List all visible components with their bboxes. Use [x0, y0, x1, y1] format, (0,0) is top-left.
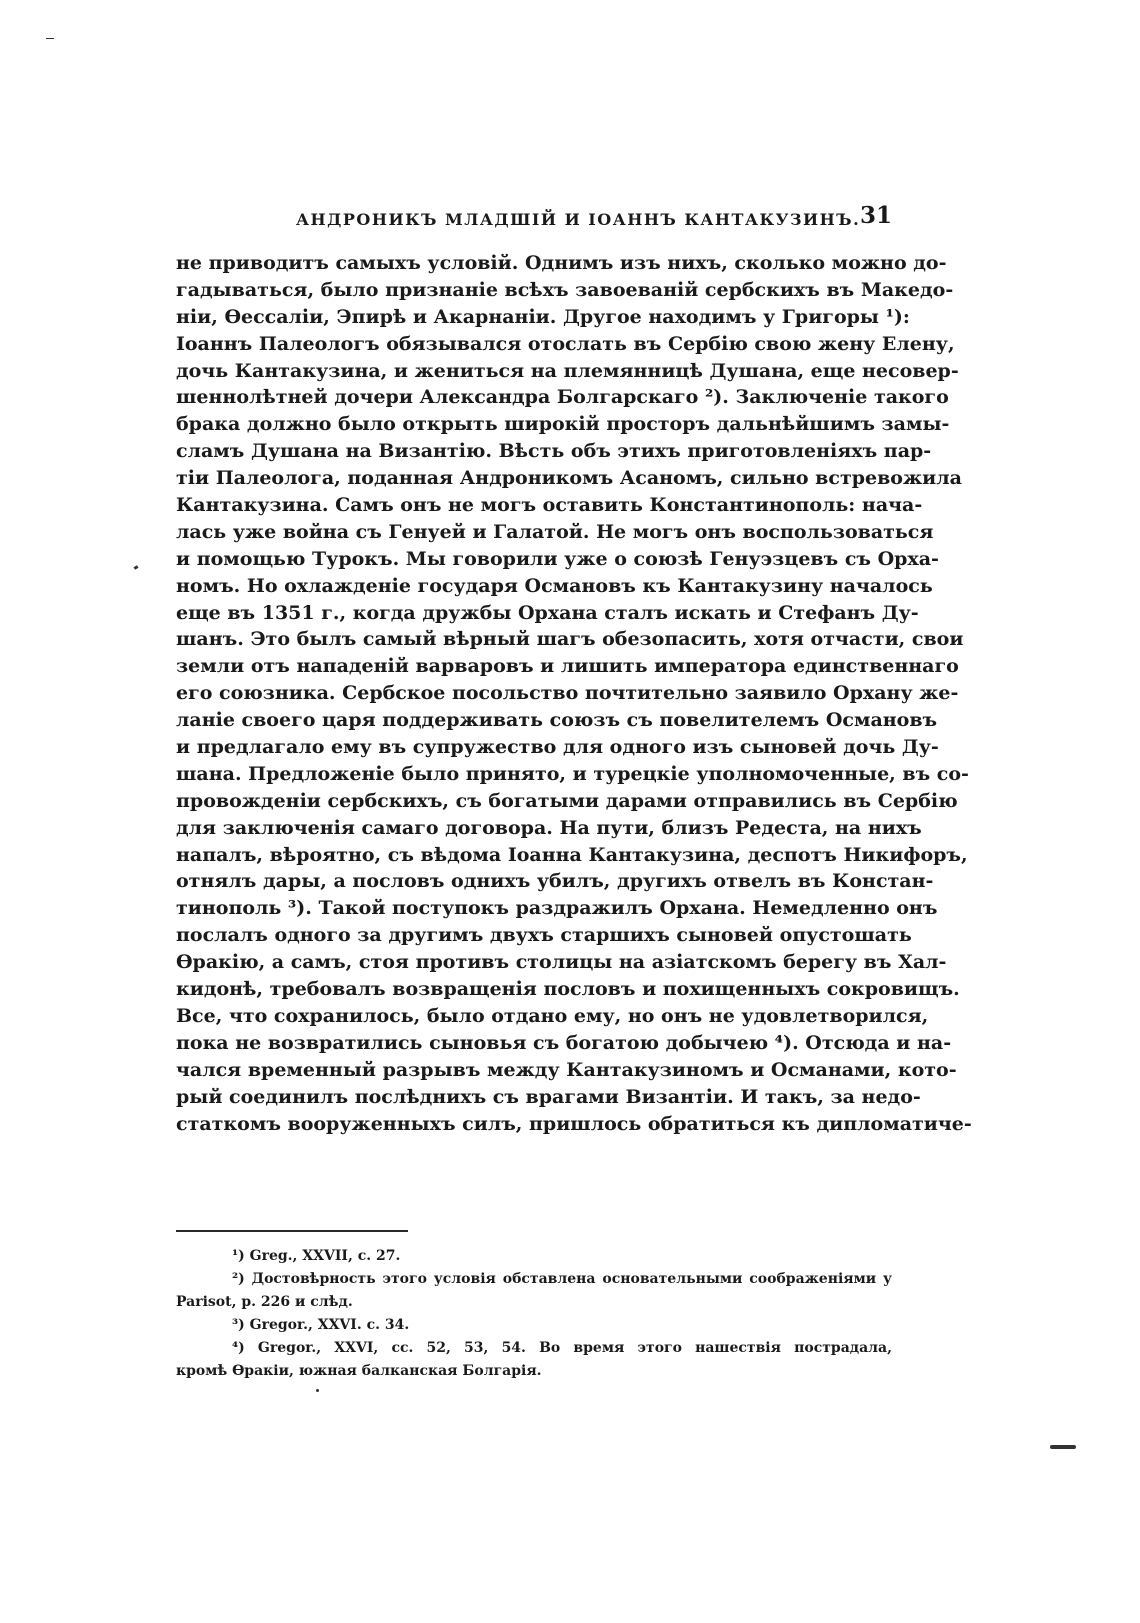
text-line: гадываться, было признаніе всѣхъ завоеваній сербскихъ въ Македо- — [176, 278, 954, 301]
running-head — [176, 202, 892, 246]
text-line: статкомъ вооруженныхъ силъ, пришлось обратиться къ дипломатиче- — [176, 1112, 972, 1135]
text-line: Все, что сохранилось, было отдано ему, но онъ не удовлетворился, — [176, 1004, 929, 1027]
footnote-2: ²) Достовѣрность этого условія обставлена основательными соображеніями у — [232, 1271, 892, 1287]
text-line: брака должно было открыть широкій просторъ дальнѣйшимъ замы- — [176, 413, 950, 436]
main-text — [176, 250, 972, 1137]
text-line: ланіе своего царя поддерживать союзъ съ повелителемъ Османовъ — [176, 709, 938, 732]
text-line: провожденіи сербскихъ, съ богатыми дарами отправились въ Сербію — [176, 789, 958, 812]
footnote-2-continued: Parisot, p. 226 и слѣд. — [176, 1294, 353, 1310]
text-line: чался временный разрывъ между Кантакузиномъ и Османами, кото- — [176, 1058, 957, 1081]
text-line: его союзника. Сербское посольство почтительно заявило Орхану же- — [176, 682, 959, 705]
text-line: номъ. Но охлажденіе государя Османовъ къ Кантакузину началось — [176, 574, 933, 597]
text-line: ніи, Ѳессаліи, Эпирѣ и Акарнаніи. Другое находимъ у Григоры ¹): — [176, 305, 910, 328]
text-line: отнялъ дары, а пословъ однихъ убилъ, другихъ отвелъ въ Констан- — [176, 870, 934, 893]
text-line: Кантакузина. Самъ онъ не могъ оставить Константинополь: нача- — [176, 494, 923, 517]
footnote-4-continued: кромѣ Ѳракіи, южная балканская Болгарія. — [176, 1363, 542, 1379]
scan-speck — [134, 565, 139, 570]
text-line: сламъ Душана на Византію. Вѣсть объ этихъ приготовленіяхъ пар- — [176, 440, 932, 463]
text-line: тіи Палеолога, поданная Андроникомъ Асаномъ, сильно встревожила — [176, 467, 962, 490]
text-line: Ѳракію, а самъ, стоя противъ столицы на азіатскомъ берегу въ Хал- — [176, 951, 947, 974]
text-line: пока не возвратились сыновья съ богатою добычею ⁴). Отсюда и на- — [176, 1031, 952, 1054]
text-line: Іоаннъ Палеологъ обязывался отослать въ Сербію свою жену Елену, — [176, 332, 955, 355]
text-line: не приводитъ самыхъ условій. Однимъ изъ нихъ, сколько можно до- — [176, 252, 947, 274]
text-line: и помощью Турокъ. Мы говорили уже о союзѣ Генуэзцевъ съ Орха- — [176, 547, 939, 570]
text-line: рый соединилъ послѣднихъ съ врагами Византіи. И такъ, за недо- — [176, 1085, 921, 1108]
text-line: дочь Кантакузина, и жениться на племянницѣ Душана, еще несовер- — [176, 359, 959, 382]
page-number: 31 — [859, 202, 892, 229]
text-line: лась уже война съ Генуей и Галатой. Не могъ онъ воспользоваться — [176, 520, 934, 543]
footnote-rule — [176, 1230, 408, 1232]
scan-speck — [1050, 1445, 1076, 1449]
text-line: напалъ, вѣроятно, съ вѣдома Іоанна Кантакузина, деспотъ Никифоръ, — [176, 843, 968, 866]
scan-speck — [46, 38, 54, 39]
text-line: шеннолѣтней дочери Александра Болгарскаго ²). Заключеніе такого — [176, 386, 949, 409]
text-line: еще въ 1351 г., когда дружбы Орхана сталъ искать и Стефанъ Ду- — [176, 601, 919, 624]
text-line: для заключенія самаго договора. На пути, близъ Редеста, на нихъ — [176, 816, 922, 839]
scan-speck — [316, 1389, 319, 1392]
running-head-title: АНДРОНИКЪ МЛАДШІЙ И ІОАННЪ КАНТАКУЗИНЪ. — [296, 210, 861, 229]
text-line: послалъ одного за другимъ двухъ старшихъ сыновей опустошать — [176, 924, 912, 947]
text-line: тинополь ³). Такой поступокъ раздражилъ Орхана. Немедленно онъ — [176, 897, 938, 920]
footnote-4: ⁴) Gregor., XXVI, cc. 52, 53, 54. Во время этого нашествія пострадала, — [232, 1340, 892, 1356]
text-line: шанъ. Это былъ самый вѣрный шагъ обезопасить, хотя отчасти, свои — [176, 628, 964, 651]
text-line: земли отъ нападеній варваровъ и лишить императора единственнаго — [176, 655, 959, 678]
footnotes — [176, 1245, 892, 1383]
footnote-1: ¹) Greg., XXVII, c. 27. — [232, 1248, 401, 1264]
text-line: кидонѣ, требовалъ возвращенія пословъ и похищенныхъ сокровищъ. — [176, 978, 960, 1001]
text-line: шана. Предложеніе было принято, и турецкіе уполномоченные, въ со- — [176, 762, 969, 785]
footnote-3: ³) Gregor., XXVI. c. 34. — [232, 1317, 410, 1333]
text-line: и предлагало ему въ супружество для одного изъ сыновей дочь Ду- — [176, 736, 939, 759]
